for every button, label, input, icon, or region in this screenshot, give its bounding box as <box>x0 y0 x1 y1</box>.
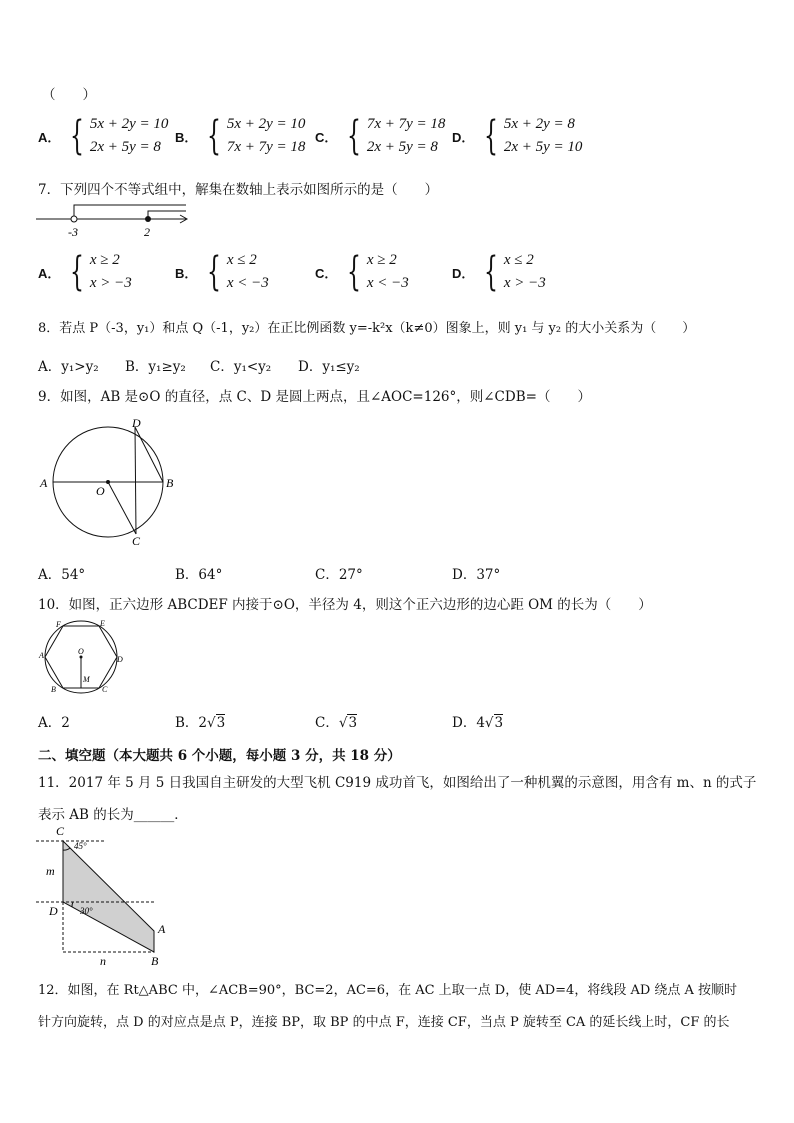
label-D: D <box>132 416 141 430</box>
q9-circle-diagram <box>36 415 186 547</box>
section-fill-in-heading: 二、填空题（本大题共 6 个小题，每小题 3 分，共 18 分） <box>38 748 401 764</box>
hex-label-B: B <box>51 685 56 694</box>
q8-option-c[interactable]: C．y₁<y₂ <box>210 359 272 375</box>
q7-option-a[interactable] <box>38 249 132 295</box>
q7-number-line <box>36 200 196 240</box>
tick-label-2: 2 <box>144 225 150 239</box>
brace-icon: { <box>207 249 222 295</box>
q10-option-d[interactable] <box>452 711 503 731</box>
equation-2: x < −3 <box>226 275 269 291</box>
open-circle-icon <box>71 216 77 222</box>
option-label: D． <box>452 265 475 281</box>
sqrt-icon: √ <box>207 715 216 731</box>
tick-label-neg3: -3 <box>68 225 78 239</box>
brace-icon: { <box>484 249 499 295</box>
label-C: C <box>132 534 141 547</box>
q10-option-b[interactable] <box>175 711 225 731</box>
q12-text-line1: 12．如图，在 Rt△ABC 中，∠ACB=90°，BC=2，AC=6，在 AC 上取一点 D，使 AD=4，将线段 AD 绕点 A 按顺时 <box>38 983 738 998</box>
equation-2: x > −3 <box>503 275 546 291</box>
equation-1: 5x + 2y = 10 <box>89 116 169 132</box>
sqrt-icon: √ <box>484 715 494 731</box>
option-label: B． <box>175 715 199 731</box>
wing-label-m: m <box>46 864 55 878</box>
q9-option-a[interactable]: A．54° <box>38 567 86 583</box>
q11-text-line1: 11．2017 年 5 月 5 日我国自主研发的大型飞机 C919 成功首飞，如图给出了一种机翼的示意图，用含有 m、n 的式子 <box>38 775 757 791</box>
q10-hexagon-diagram <box>36 617 131 697</box>
equation-2: x < −3 <box>366 275 409 291</box>
option-label: C． <box>315 265 338 281</box>
option-label: A． <box>38 129 61 145</box>
filled-circle-icon <box>145 216 151 222</box>
equation-1: 5x + 2y = 8 <box>503 116 575 132</box>
hex-label-C: C <box>102 685 108 694</box>
option-label: B． <box>175 129 198 145</box>
equation-2: 2x + 5y = 10 <box>503 139 583 155</box>
coefficient: 2 <box>198 715 208 731</box>
label-A: A <box>40 476 48 490</box>
q6-option-c[interactable] <box>315 113 445 159</box>
brace-icon: { <box>347 249 362 295</box>
hex-label-E: E <box>100 619 105 628</box>
brace-icon: { <box>70 249 85 295</box>
q9-option-d[interactable]: D．37° <box>452 567 501 583</box>
equation-2: 7x + 7y = 18 <box>226 139 306 155</box>
q11-wing-diagram <box>36 823 176 968</box>
brace-icon: { <box>70 113 85 159</box>
sqrt-icon: √ <box>338 715 348 731</box>
hex-label-O: O <box>78 647 84 656</box>
equation-1: x ≤ 2 <box>226 252 257 268</box>
q10-text: 10．如图，正六边形 ABCDEF 内接于⊙O，半径为 4，则这个正六边形的边心距 OM 的长为（ ） <box>38 597 652 613</box>
equation-2: 2x + 5y = 8 <box>89 139 161 155</box>
option-label: D． <box>452 129 475 145</box>
angle-30-label: 30° <box>80 906 93 916</box>
brace-icon: { <box>484 113 499 159</box>
q10-option-a[interactable] <box>38 711 70 731</box>
equation-1: x ≥ 2 <box>89 252 120 268</box>
q9-option-c[interactable]: C．27° <box>315 567 363 583</box>
radicand: 3 <box>348 715 358 731</box>
q9-option-b[interactable]: B．64° <box>175 567 223 583</box>
wing-label-B: B <box>151 954 159 968</box>
equation-1: x ≤ 2 <box>503 252 534 268</box>
coefficient: 2 <box>61 715 70 731</box>
angle-45-label: 45° <box>74 841 87 851</box>
q6-paren: （ ） <box>42 87 96 103</box>
q8-option-a[interactable]: A．y₁>y₂ <box>38 359 99 375</box>
hex-label-A: A <box>39 651 44 660</box>
equation-2: x > −3 <box>89 275 132 291</box>
wing-label-C: C <box>56 824 65 838</box>
q6-option-d[interactable] <box>452 113 582 159</box>
equation-2: 2x + 5y = 8 <box>366 139 438 155</box>
option-label: B． <box>175 265 198 281</box>
radicand: 3 <box>216 715 226 731</box>
option-label: A． <box>38 265 61 281</box>
hex-label-F: F <box>56 620 61 629</box>
equation-1: 5x + 2y = 10 <box>226 116 306 132</box>
label-O: O <box>96 484 105 498</box>
radicand: 3 <box>494 715 504 731</box>
equation-1: x ≥ 2 <box>366 252 397 268</box>
q7-text: 7．下列四个不等式组中，解集在数轴上表示如图所示的是（ ） <box>38 182 439 198</box>
q7-option-b[interactable] <box>175 249 269 295</box>
equation-1: 7x + 7y = 18 <box>366 116 446 132</box>
q12-text-line2: 针方向旋转，点 D 的对应点是点 P，连接 BP，取 BP 的中点 F，连接 CF，当点 P 旋转至 CA 的延长线上时，CF 的长 <box>38 1015 730 1030</box>
wing-label-A: A <box>158 922 166 936</box>
wing-label-D: D <box>49 904 58 918</box>
q11-text-line2: 表示 AB 的长为______． <box>38 807 188 823</box>
q7-option-d[interactable] <box>452 249 546 295</box>
q10-option-c[interactable] <box>315 711 357 731</box>
option-label: C． <box>315 715 339 731</box>
q6-option-a[interactable] <box>38 113 168 159</box>
q8-text: 8．若点 P（-3，y₁）和点 Q（-1，y₂）在正比例函数 y=-k²x（k≠0）图象上，则 y₁ 与 y₂ 的大小关系为（ ） <box>38 321 696 336</box>
hex-label-D: D <box>117 655 123 664</box>
coefficient: 4 <box>476 715 485 731</box>
option-label: C． <box>315 129 338 145</box>
q8-option-b[interactable]: B．y₁≥y₂ <box>125 359 186 375</box>
q7-option-c[interactable] <box>315 249 409 295</box>
wing-label-n: n <box>100 954 106 968</box>
option-label: A． <box>38 715 62 731</box>
brace-icon: { <box>207 113 222 159</box>
q6-option-b[interactable] <box>175 113 305 159</box>
q8-option-d[interactable]: D．y₁≤y₂ <box>298 359 360 375</box>
option-label: D． <box>452 715 477 731</box>
brace-icon: { <box>347 113 362 159</box>
q9-text: 9．如图，AB 是⊙O 的直径，点 C、D 是圆上两点，且∠AOC=126°，则∠CDB=（ ） <box>38 389 591 405</box>
hex-label-M: M <box>83 675 90 684</box>
label-B: B <box>166 476 174 490</box>
